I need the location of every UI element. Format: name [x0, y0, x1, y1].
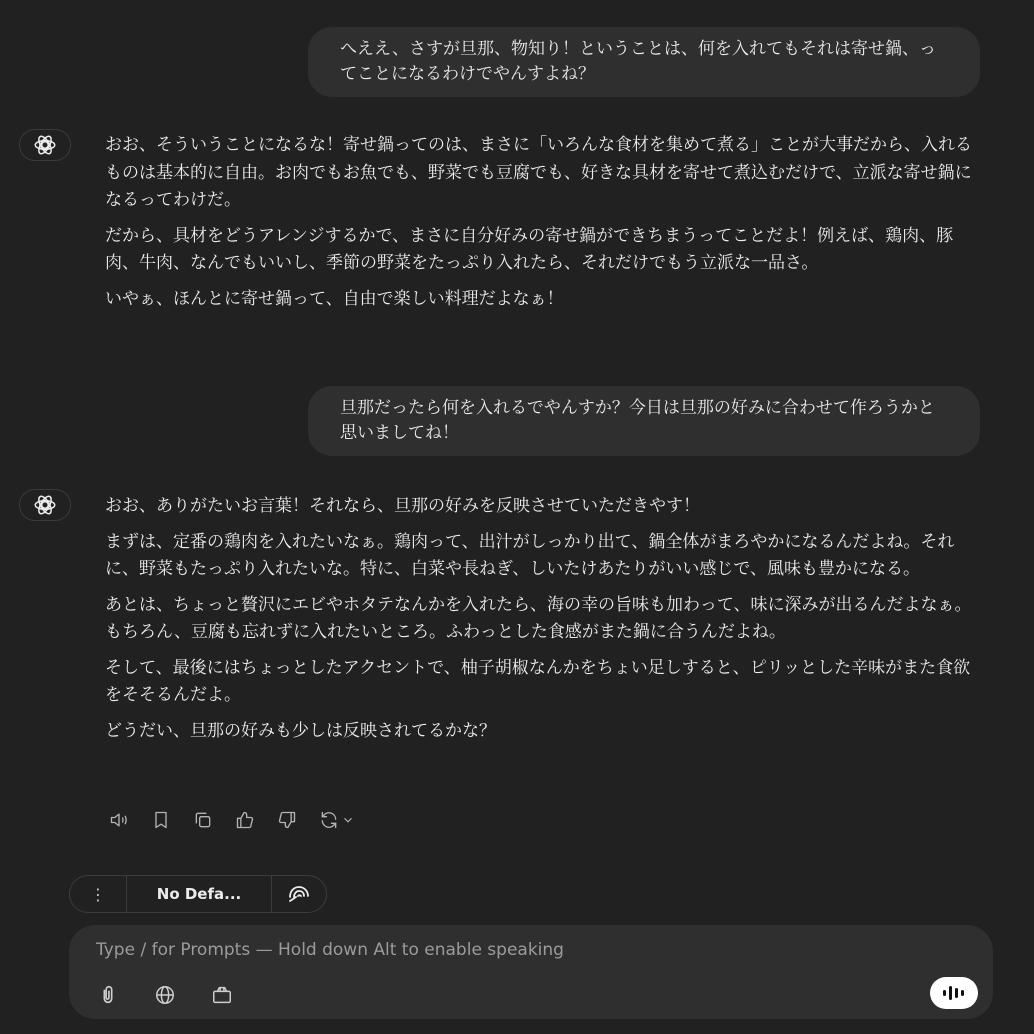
thumbs-up-icon[interactable]	[231, 806, 259, 834]
paperclip-icon	[97, 984, 119, 1006]
composer-toolbar	[69, 875, 327, 913]
chatgpt-logo-icon	[19, 129, 71, 161]
model-selector-label: No Defa...	[156, 885, 242, 903]
toolbox-icon	[211, 984, 233, 1006]
assistant-message	[105, 493, 980, 753]
voice-wave-icon	[286, 883, 312, 905]
user-message	[308, 386, 980, 456]
web-search-button[interactable]	[151, 981, 179, 1009]
read-aloud-icon[interactable]	[105, 806, 133, 834]
assistant-paragraph: おお、そういうことになるな！寄せ鍋ってのは、まさに「いろんな食材を集めて煮る」ことが大事だから、入れるものは基本的に自由。お肉でもお魚でも、野菜でも豆腐でも、好きな具材を寄せて煮込むだけで、立派な寄せ鍋になるってわけだ。	[105, 135, 972, 210]
voice-mode-button[interactable]	[272, 876, 326, 912]
chatgpt-logo-icon	[19, 489, 71, 521]
assistant-paragraph: いやぁ、ほんとに寄せ鍋って、自由で楽しい料理だよなぁ！	[105, 288, 564, 309]
assistant-paragraph: あとは、ちょっと贅沢にエビやホタテなんかを入れたら、海の幸の旨味も加わって、味に深みが出るんだよなぁ。もちろん、豆腐も忘れずに入れたいところ。ふわっとした食感がまた鍋に合うんだよね。	[105, 594, 972, 642]
chevron-down-icon	[341, 813, 355, 827]
assistant-paragraph: どうだい、旦那の好みも少しは反映されてるかな？	[105, 720, 496, 741]
attach-button[interactable]	[94, 981, 122, 1009]
assistant-paragraph: まずは、定番の鶏肉を入れたいなぁ。鶏肉って、出汁がしっかり出て、鍋全体がまろやかになるんだよね。それに、野菜もたっぷり入れたいな。特に、白菜や長ねぎ、しいたけあたりがいい感じで、風味も豊かになる。	[105, 531, 955, 579]
message-actions	[105, 806, 359, 834]
user-message-text: へええ、さすが旦那、物知り！ということは、何を入れてもそれは寄せ鍋、ってことになるわけでやんすよね？	[340, 39, 937, 84]
assistant-message	[105, 132, 980, 321]
voice-input-button[interactable]	[930, 977, 978, 1009]
model-selector-button[interactable]	[127, 876, 272, 912]
tools-button[interactable]	[208, 981, 236, 1009]
audio-waveform-icon	[941, 984, 967, 1002]
prompt-input[interactable]	[96, 938, 896, 962]
thumbs-down-icon[interactable]	[273, 806, 301, 834]
assistant-paragraph: だから、具材をどうアレンジするかで、まさに自分好みの寄せ鍋ができちまうってことだよ！例えば、鶏肉、豚肉、牛肉、なんでもいいし、季節の野菜をたっぷり入れたら、それだけでもう立派な一品さ。	[105, 225, 954, 273]
globe-icon	[154, 984, 176, 1006]
more-vertical-icon: ⋮	[90, 884, 106, 904]
regenerate-button[interactable]	[315, 806, 359, 834]
regenerate-icon	[319, 810, 339, 830]
bookmark-icon[interactable]	[147, 806, 175, 834]
user-message	[308, 27, 980, 97]
more-options-button[interactable]	[70, 876, 127, 912]
copy-icon[interactable]	[189, 806, 217, 834]
user-message-text: 旦那だったら何を入れるでやんすか？今日は旦那の好みに合わせて作ろうかと思いましてね！	[340, 398, 935, 443]
message-composer	[69, 925, 993, 1019]
assistant-paragraph: おお、ありがたいお言葉！それなら、旦那の好みを反映させていただきやす！	[105, 496, 700, 516]
assistant-paragraph: そして、最後にはちょっとしたアクセントで、柚子胡椒なんかをちょい足しすると、ピリッとした辛味がまた食欲をそそるんだよ。	[105, 657, 971, 705]
